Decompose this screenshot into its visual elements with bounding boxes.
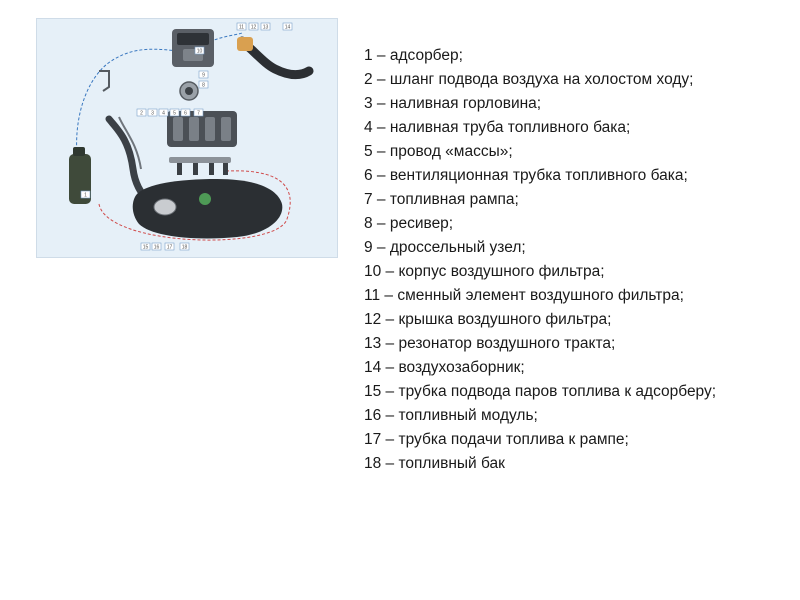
callout-12 (249, 23, 258, 31)
callout-3 (148, 109, 157, 117)
callout-number: 7 (197, 110, 200, 117)
callout-14 (283, 23, 292, 31)
callout-number: 2 (140, 110, 143, 117)
legend-item: 12 – крышка воздушного фильтра; (364, 311, 612, 328)
callout-4 (159, 109, 168, 117)
callout-number: 6 (184, 110, 187, 117)
callout-number: 12 (250, 24, 257, 31)
fuel-system-diagram (36, 18, 338, 258)
callout-number: 13 (262, 24, 269, 31)
legend-item: 1 – адсорбер; (364, 47, 463, 64)
callout-17 (165, 243, 174, 251)
legend-item: 14 – воздухозаборник; (364, 359, 525, 376)
legend-item: 8 – ресивер; (364, 215, 454, 232)
legend-item: 7 – топливная рампа; (364, 191, 519, 208)
legend-item: 10 – корпус воздушного фильтра; (364, 263, 605, 280)
callout-number: 3 (151, 110, 154, 117)
callout-8 (199, 81, 208, 89)
vapor-line-dashed (77, 49, 177, 199)
callout-number: 16 (153, 244, 160, 251)
callout-number: 15 (142, 244, 149, 251)
legend-item: 13 – резонатор воздушного тракта; (364, 335, 616, 352)
callout-15 (141, 243, 150, 251)
legend-item: 17 – трубка подачи топлива к рампе; (364, 431, 629, 448)
legend-item: 15 – трубка подвода паров топлива к адсорберу; (364, 383, 717, 400)
legend-item: 9 – дроссельный узел; (364, 239, 526, 256)
callout-13 (261, 23, 270, 31)
callout-18 (180, 243, 189, 251)
intake-manifold (167, 111, 237, 147)
legend-item: 5 – провод «массы»; (364, 143, 513, 160)
callout-16 (152, 243, 161, 251)
legend-item: 16 – топливный модуль; (364, 407, 538, 424)
legend-item: 6 – вентиляционная трубка топливного бака; (364, 167, 688, 184)
callout-number: 17 (166, 244, 173, 251)
legend-item: 18 – топливный бак (364, 455, 505, 472)
fuel-rail (169, 157, 231, 175)
callout-number: 5 (173, 110, 176, 117)
callout-10 (195, 47, 204, 55)
callout-number: 10 (196, 48, 203, 55)
fuel-tank (133, 179, 283, 238)
air-filter-housing (172, 29, 214, 67)
parts-legend (364, 44, 764, 476)
legend-item: 11 – сменный элемент воздушного фильтра; (364, 287, 684, 304)
air-intake-hose (237, 37, 309, 75)
callout-number: 8 (202, 82, 205, 89)
callout-2 (137, 109, 146, 117)
callout-7 (194, 109, 203, 117)
callout-number: 14 (284, 24, 291, 31)
callout-number: 1 (84, 192, 87, 199)
diagram-illustration (37, 19, 337, 257)
throttle-body (180, 82, 198, 100)
legend-item: 4 – наливная труба топливного бака; (364, 119, 631, 136)
legend-item: 3 – наливная горловина; (364, 95, 542, 112)
idle-air-hose (99, 71, 109, 91)
callout-9 (199, 71, 208, 79)
callout-6 (181, 109, 190, 117)
callout-number: 11 (238, 24, 245, 31)
callout-number: 18 (181, 244, 188, 251)
callout-number: 4 (162, 110, 165, 117)
filler-pipe (109, 117, 149, 201)
callout-11 (237, 23, 246, 31)
callout-number: 9 (202, 72, 205, 79)
legend-item: 2 – шланг подвода воздуха на холостом ходу; (364, 71, 694, 88)
callout-1 (81, 191, 90, 199)
callout-5 (170, 109, 179, 117)
